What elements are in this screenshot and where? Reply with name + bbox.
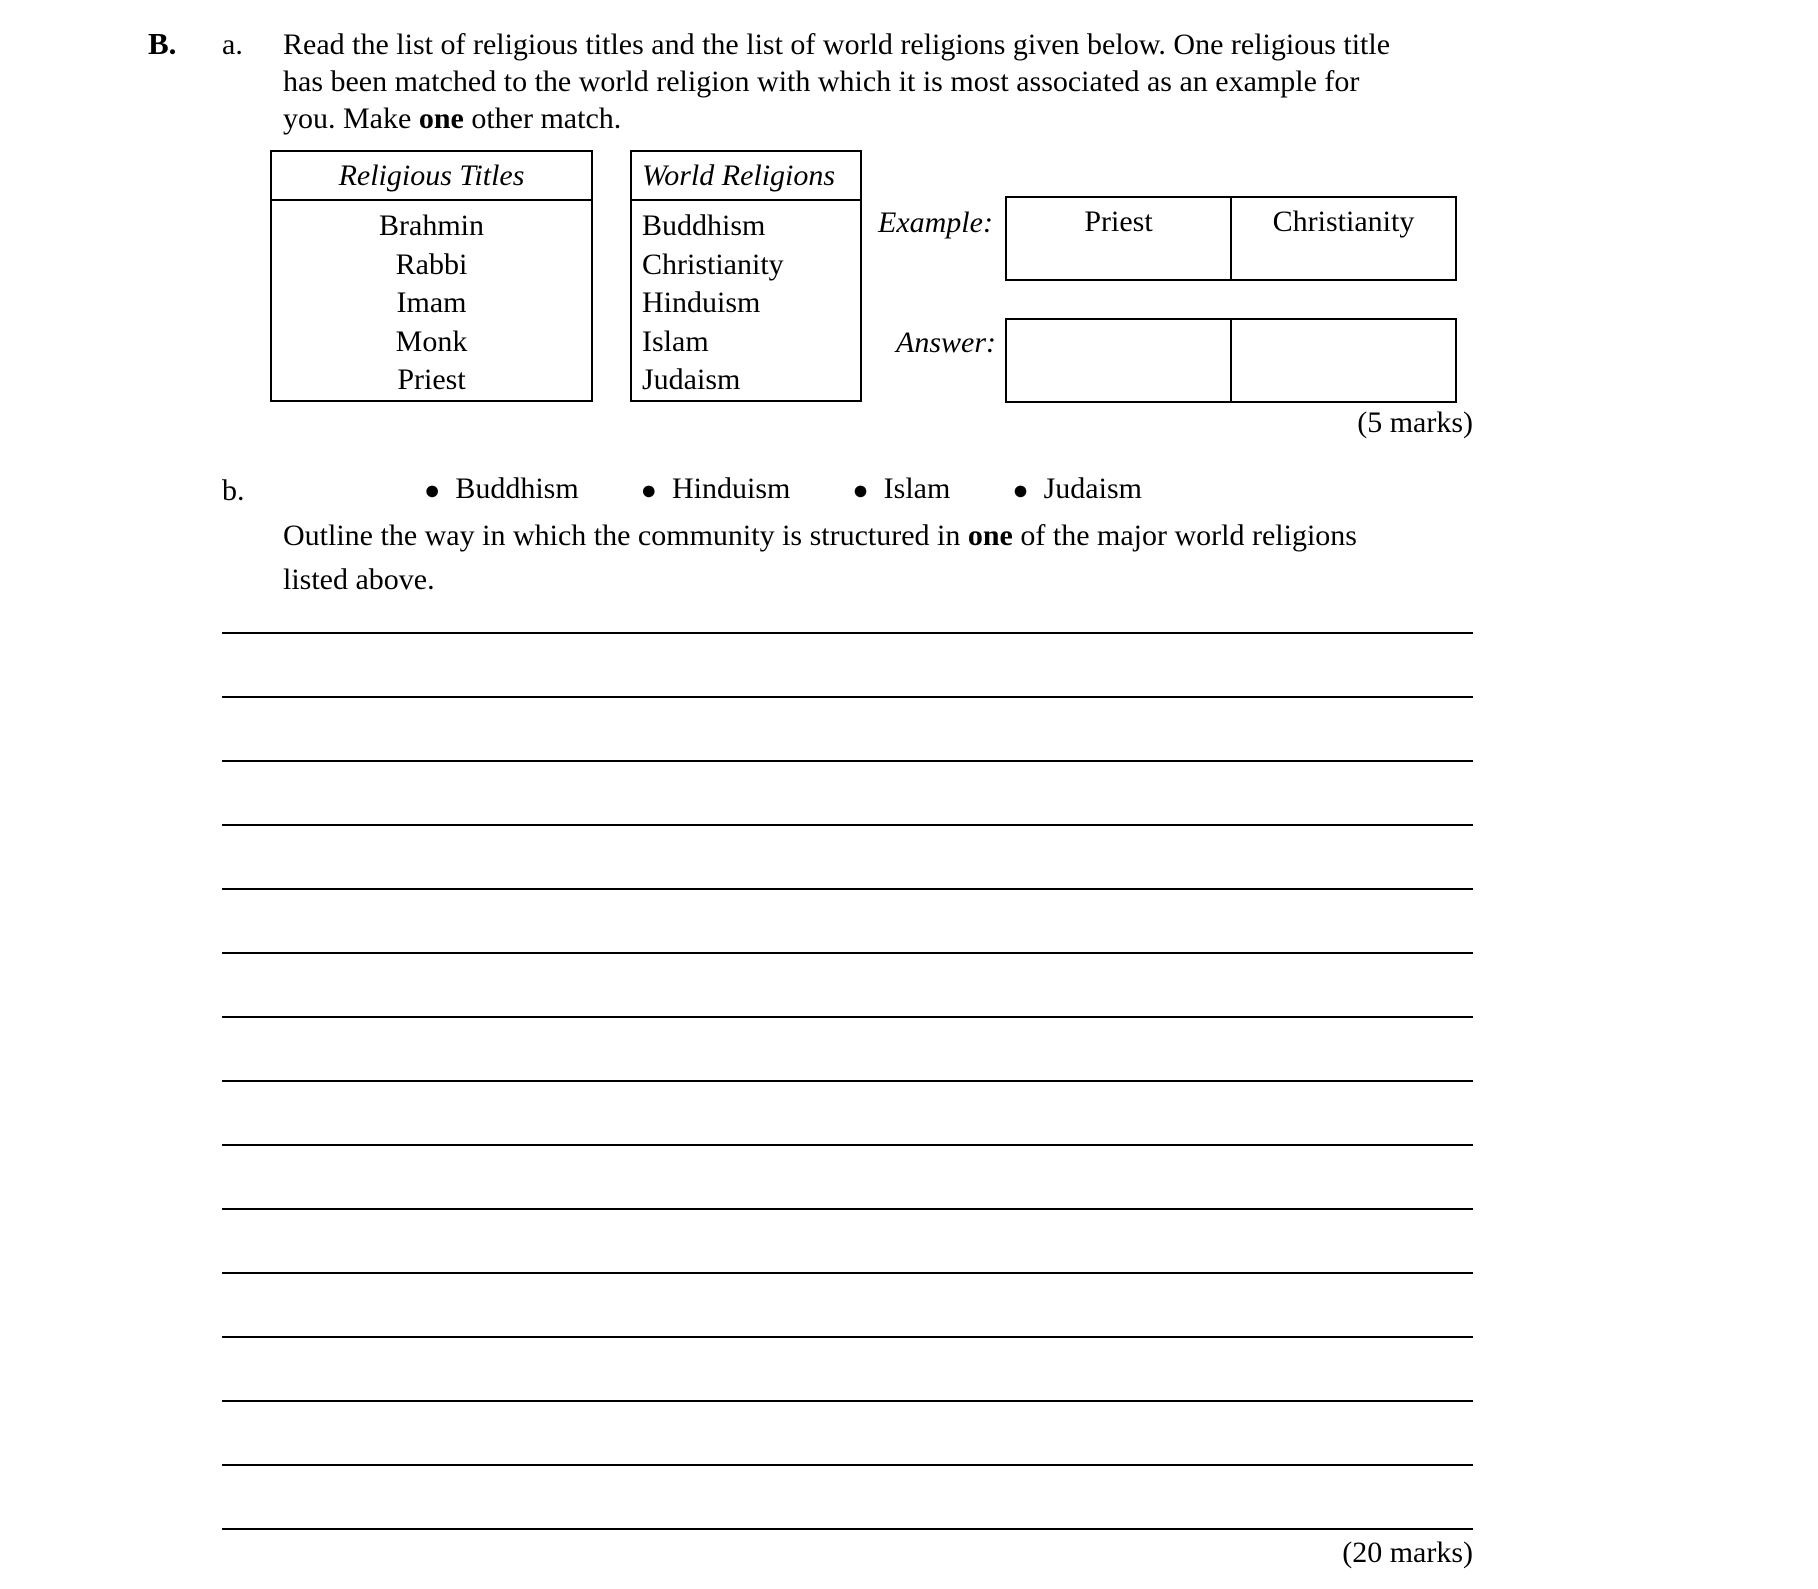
- answer-line[interactable]: [222, 1466, 1473, 1530]
- instruction-a-line3: [283, 100, 1493, 137]
- religious-titles-header: Religious Titles: [272, 152, 591, 201]
- bullet-item-hinduism: [641, 472, 791, 506]
- answer-box: [1005, 318, 1457, 403]
- world-religions-table: [630, 150, 862, 402]
- instruction-a-line2: has been matched to the world religion with which it is most associated as an example for: [283, 65, 1360, 98]
- list-item: Buddhism: [642, 209, 766, 242]
- world-religions-header: World Religions: [632, 152, 860, 201]
- part-a-marks: (5 marks): [1357, 406, 1473, 439]
- answer-line[interactable]: [222, 634, 1473, 698]
- answer-line[interactable]: [222, 1018, 1473, 1082]
- list-item: Judaism: [642, 363, 741, 396]
- answer-line[interactable]: [222, 890, 1473, 954]
- answer-line[interactable]: [222, 762, 1473, 826]
- world-religions-items: [632, 201, 860, 400]
- example-label: Example:: [878, 206, 993, 239]
- answer-line[interactable]: [222, 1082, 1473, 1146]
- answer-line[interactable]: [222, 1402, 1473, 1466]
- list-item: Christianity: [642, 247, 784, 281]
- instruction-a-line3-bold: one: [418, 102, 464, 135]
- answer-religion-cell[interactable]: [1230, 320, 1455, 401]
- answer-line[interactable]: [222, 1338, 1473, 1402]
- part-b-label: b.: [222, 474, 245, 507]
- answer-line[interactable]: [222, 698, 1473, 762]
- bullet-label: Buddhism: [455, 472, 579, 505]
- answer-label: Answer:: [896, 326, 996, 359]
- religion-options: [424, 472, 1142, 506]
- list-item: Priest: [397, 363, 466, 396]
- section-label: B.: [148, 26, 177, 61]
- bullet-icon: ●: [640, 474, 657, 505]
- part-b-marks: (20 marks): [1342, 1536, 1473, 1569]
- part-a-instruction: [283, 26, 1493, 137]
- answer-line[interactable]: [222, 1146, 1473, 1210]
- answer-line[interactable]: [222, 1274, 1473, 1338]
- religious-titles-items: [272, 201, 591, 400]
- answer-line[interactable]: [222, 1210, 1473, 1274]
- instruction-b-line1-pre: Outline the way in which the community is structured in: [283, 519, 968, 552]
- list-item: Islam: [642, 324, 709, 358]
- example-title-cell: Priest: [1084, 205, 1153, 238]
- bullet-item-judaism: [1012, 472, 1142, 506]
- answer-line[interactable]: [222, 954, 1473, 1018]
- answer-line[interactable]: [222, 826, 1473, 890]
- example-religion-cell: Christianity: [1230, 198, 1455, 279]
- bullet-label: Islam: [883, 472, 951, 505]
- instruction-a-line1: Read the list of religious titles and the list of world religions given below. One religious title: [283, 28, 1391, 61]
- bullet-item-buddhism: [424, 472, 579, 506]
- instruction-b-line1: [283, 514, 1483, 558]
- bullet-icon: ●: [852, 474, 869, 505]
- bullet-item-islam: [852, 472, 950, 506]
- instruction-a-line3-pre: you. Make: [283, 102, 419, 135]
- bullet-icon: ●: [1012, 474, 1029, 505]
- bullet-label: Judaism: [1043, 472, 1142, 505]
- bullet-icon: ●: [424, 474, 441, 505]
- list-item: Hinduism: [642, 286, 761, 319]
- list-item: Rabbi: [395, 247, 468, 281]
- instruction-b-line1-post: of the major world religions: [1012, 519, 1357, 552]
- list-item: Monk: [395, 324, 468, 358]
- part-a-label: a.: [222, 28, 243, 61]
- instruction-a-line3-post: other match.: [463, 102, 622, 135]
- instruction-b-line2: listed above.: [283, 563, 435, 596]
- list-item: Brahmin: [379, 209, 484, 242]
- instruction-b-line1-bold: one: [967, 519, 1013, 552]
- religious-titles-table: [270, 150, 593, 402]
- example-box: [1005, 196, 1457, 281]
- answer-title-cell[interactable]: [1007, 320, 1230, 401]
- list-item: Imam: [396, 286, 467, 319]
- answer-line[interactable]: [222, 570, 1473, 634]
- answer-lines: [222, 570, 1473, 1530]
- bullet-label: Hinduism: [671, 472, 791, 505]
